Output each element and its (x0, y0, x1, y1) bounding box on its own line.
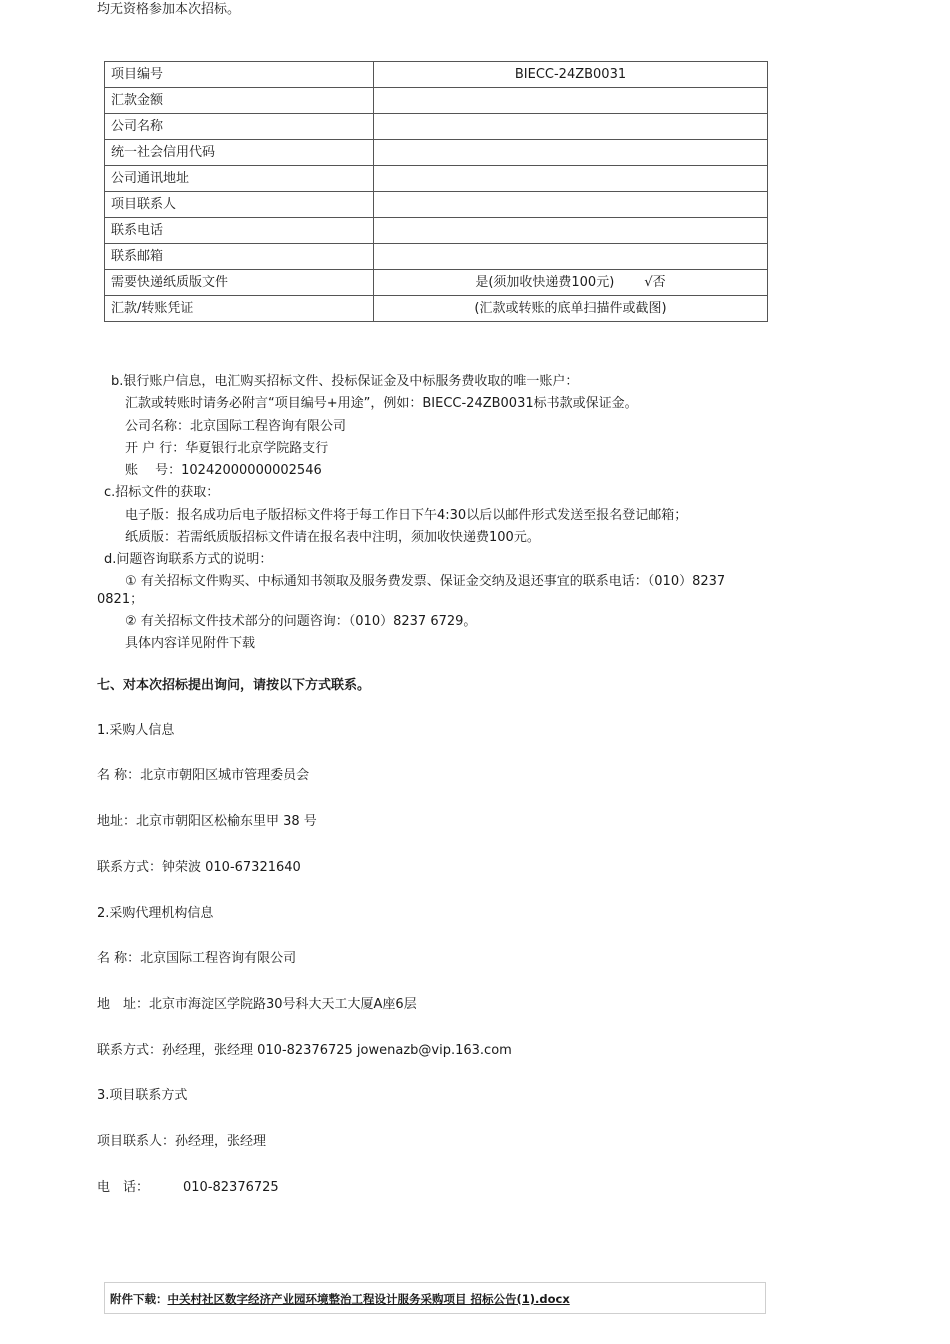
account-company: 公司名称：北京国际工程咨询有限公司 (125, 419, 347, 434)
agency-contact: 联系方式：孙经理，张经理 010-82376725 jowenazb@vip.163.com (97, 1043, 512, 1058)
paper-version-text: 纸质版：若需纸质版招标文件请在报名表中注明，须加收快递费100元。 (125, 530, 540, 545)
attachment-label: 附件下载： (110, 1292, 168, 1306)
consult-item-1: ① 有关招标文件购买、中标通知书领取及服务费发票、保证金交纳及退还事宜的联系电话：（010）8237 (125, 574, 726, 589)
project-phone-label: 电 话： (97, 1180, 150, 1195)
purchaser-contact: 联系方式：钟荣波 010-67321640 (97, 860, 301, 875)
consult-item-2: ② 有关招标文件技术部分的问题咨询：（010）8237 6729。 (125, 614, 477, 629)
row-label: 需要快递纸质版文件 (105, 270, 374, 296)
table-row (105, 192, 768, 218)
table-row (105, 166, 768, 192)
agency-name: 名 称：北京国际工程咨询有限公司 (97, 951, 297, 966)
row-value: (汇款或转账的底单扫描件或截图) (374, 296, 768, 322)
remittance-note: 汇款或转账时请务必附言“项目编号+用途”，例如：BIECC-24ZB0031标书款或保证金。 (125, 396, 638, 411)
attachment-download-link[interactable]: 中关村社区数字经济产业园环境整治工程设计服务采购项目 招标公告(1).docx (167, 1292, 570, 1306)
table-row (105, 296, 768, 322)
purchaser-name: 名 称：北京市朝阳区城市管理委员会 (97, 768, 310, 783)
account-number: 账 号：10242000000002546 (125, 463, 322, 478)
row-value (374, 140, 768, 166)
row-value (374, 244, 768, 270)
account-bank: 开 户 行：华夏银行北京学院路支行 (125, 441, 329, 456)
attachment-box (104, 1282, 766, 1314)
row-label: 公司名称 (105, 114, 374, 140)
consult-item-1-cont: 0821； (97, 592, 144, 607)
row-label: 汇款/转账凭证 (105, 296, 374, 322)
section-d-heading: d.问题咨询联系方式的说明： (104, 552, 273, 567)
table-row (105, 88, 768, 114)
project-contact-person: 项目联系人：孙经理，张经理 (97, 1134, 267, 1149)
row-value: BIECC-24ZB0031 (374, 62, 768, 88)
row-label: 统一社会信用代码 (105, 140, 374, 166)
project-contact-title: 3.项目联系方式 (97, 1088, 188, 1103)
row-value (374, 166, 768, 192)
agency-address: 地 址：北京市海淀区学院路30号科大天工大厦A座6层 (97, 997, 417, 1012)
row-value (374, 192, 768, 218)
section-c-heading: c.招标文件的获取： (104, 485, 220, 500)
section-b-heading: b.银行账户信息，电汇购买招标文件、投标保证金及中标服务费收取的唯一账户： (111, 374, 579, 389)
row-value: 是(须加收快递费100元) √否 (374, 270, 768, 296)
row-label: 项目联系人 (105, 192, 374, 218)
row-label: 项目编号 (105, 62, 374, 88)
registration-table (104, 61, 768, 322)
row-label: 联系电话 (105, 218, 374, 244)
row-value (374, 218, 768, 244)
row-label: 公司通讯地址 (105, 166, 374, 192)
purchaser-title: 1.采购人信息 (97, 723, 175, 738)
electronic-version-text: 电子版：报名成功后电子版招标文件将于每工作日下午4:30以后以邮件形式发送至报名登记邮箱； (125, 508, 688, 523)
table-row (105, 62, 768, 88)
row-value (374, 114, 768, 140)
section-7-heading: 七、对本次招标提出询问，请按以下方式联系。 (97, 678, 371, 693)
project-phone: 010-82376725 (183, 1180, 279, 1195)
table-row (105, 140, 768, 166)
table-row (105, 244, 768, 270)
attachment-hint: 具体内容详见附件下载 (125, 636, 256, 651)
intro-line: 均无资格参加本次招标。 (97, 2, 241, 17)
purchaser-address: 地址：北京市朝阳区松榆东里甲 38 号 (97, 814, 317, 829)
table-row (105, 218, 768, 244)
table-row (105, 114, 768, 140)
row-label: 汇款金额 (105, 88, 374, 114)
agency-title: 2.采购代理机构信息 (97, 906, 214, 921)
table-row (105, 270, 768, 296)
row-label: 联系邮箱 (105, 244, 374, 270)
row-value (374, 88, 768, 114)
